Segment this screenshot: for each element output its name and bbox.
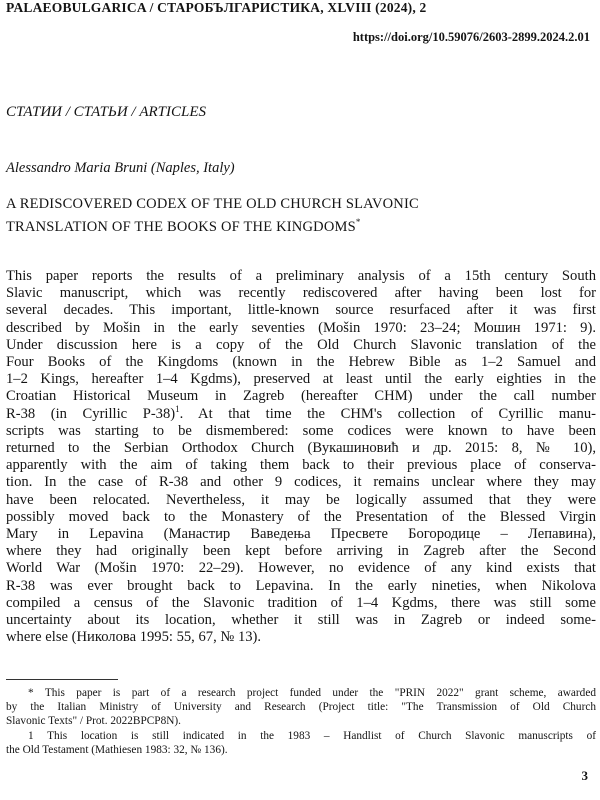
footnote-star-line: Slavonic Texts" / Prot. 2022BPCP8N). <box>6 715 181 728</box>
body-paragraph <box>6 268 596 646</box>
body-line: Croatian Historical Museum in Zagreb (hereafter CHM) under the call number <box>6 388 596 405</box>
body-line: 1–2 Kings, hereafter 1–4 Kgdms), preserved at least until the early eighties in the <box>6 371 596 388</box>
body-line: scripts was starting to be dismembered: some codices were known to have been <box>6 422 596 439</box>
title-line-2 <box>6 213 596 236</box>
body-line-tail: . At that time the CHM's collection of Cyrillic manu- <box>179 405 596 422</box>
body-line: described by Mošin in the early seventies (Mošin 1970: 23–24; Мошин 1971: 9). <box>6 319 596 336</box>
body-line: have been relocated. Nevertheless, it may be logically assumed that they were <box>6 491 596 508</box>
section-label: СТАТИИ / СТАТЬИ / ARTICLES <box>6 104 207 120</box>
body-line: where else (Николова 1995: 55, 67, № 13). <box>6 629 262 646</box>
body-line: several decades. This important, little-known source resurfaced after it was first <box>6 302 596 319</box>
footnote-1-line: 1 This location is still indicated in the 1983 – Handlist of Church Slavonic manuscripts of <box>28 729 596 742</box>
footnote-star-line: by the Italian Ministry of University and Research (Project title: "The Transmission of Old Church <box>6 701 596 714</box>
body-line: This paper reports the results of a preliminary analysis of a 15th century South <box>6 268 596 284</box>
footnote-star-line: * This paper is part of a research project funded under the "PRIN 2022" grant scheme, awarded <box>28 687 596 699</box>
body-line: apparently with the aim of taking them back to their previous place of conserva- <box>6 457 596 474</box>
body-line: Mary in Lepavina (Манастир Ваведења Пресвете Богородице – Лепавина), <box>6 526 596 543</box>
body-line: World War (Mošin 1970: 22–29). However, no evidence of any kind exists that <box>6 560 596 577</box>
footnote-1-line: the Old Testament (Mathiesen 1983: 32, № 136). <box>6 743 228 756</box>
body-line: uncertainty about its location, whether it still was in Zagreb or indeed some- <box>6 612 596 629</box>
running-head: PALAEOBULGARICA / СТАРОБЪЛГАРИСТИКА, XLVIII (2024), 2 <box>6 0 427 15</box>
body-line: where they had originally been kept before arriving in Zagreb after the Second <box>6 543 596 560</box>
footnote-1-mark[interactable]: 1 <box>175 403 180 414</box>
author-line: Alessandro Maria Bruni (Naples, Italy) <box>6 160 235 176</box>
article-title <box>6 195 596 236</box>
footnotes <box>6 686 596 757</box>
body-line: tion. In the case of R-38 and other 9 codices, it remains unclear where they may <box>6 474 596 491</box>
body-line: R-38 was ever brought back to Lepavina. In the early nineties, when Nikolova <box>6 577 596 594</box>
body-line: compiled a census of the Slavonic tradition of 1–4 Kgdms, there was still some <box>6 594 596 611</box>
body-line-text: R-38 (in Cyrillic Р-38) <box>6 405 176 422</box>
body-line: Slavic manuscript, which was recently rediscovered after having been lost for <box>6 285 596 302</box>
doi-link[interactable]: https://doi.org/10.59076/2603-2899.2024.2.01 <box>352 30 590 44</box>
body-line: Under discussion here is a copy of the Old Church Slavonic translation of the <box>6 336 596 353</box>
page-number: 3 <box>581 768 588 783</box>
title-line-1: A REDISCOVERED CODEX OF THE OLD CHURCH SLAVONIC <box>6 196 419 212</box>
footnote-divider <box>6 679 118 680</box>
body-line: returned to the Serbian Orthodox Church (Вукашиновић и др. 2015: 8, № 10), <box>6 440 596 457</box>
body-line: Four Books of the Kingdoms (known in the Hebrew Bible as 1–2 Samuel and <box>6 354 596 371</box>
title-line-2-text: TRANSLATION OF THE BOOKS OF THE KINGDOMS <box>6 218 356 235</box>
body-line-with-footnote <box>6 403 596 423</box>
body-line: possibly moved back to the Monastery of the Presentation of the Blessed Virgin <box>6 508 596 525</box>
title-footnote-mark[interactable]: * <box>355 217 361 227</box>
